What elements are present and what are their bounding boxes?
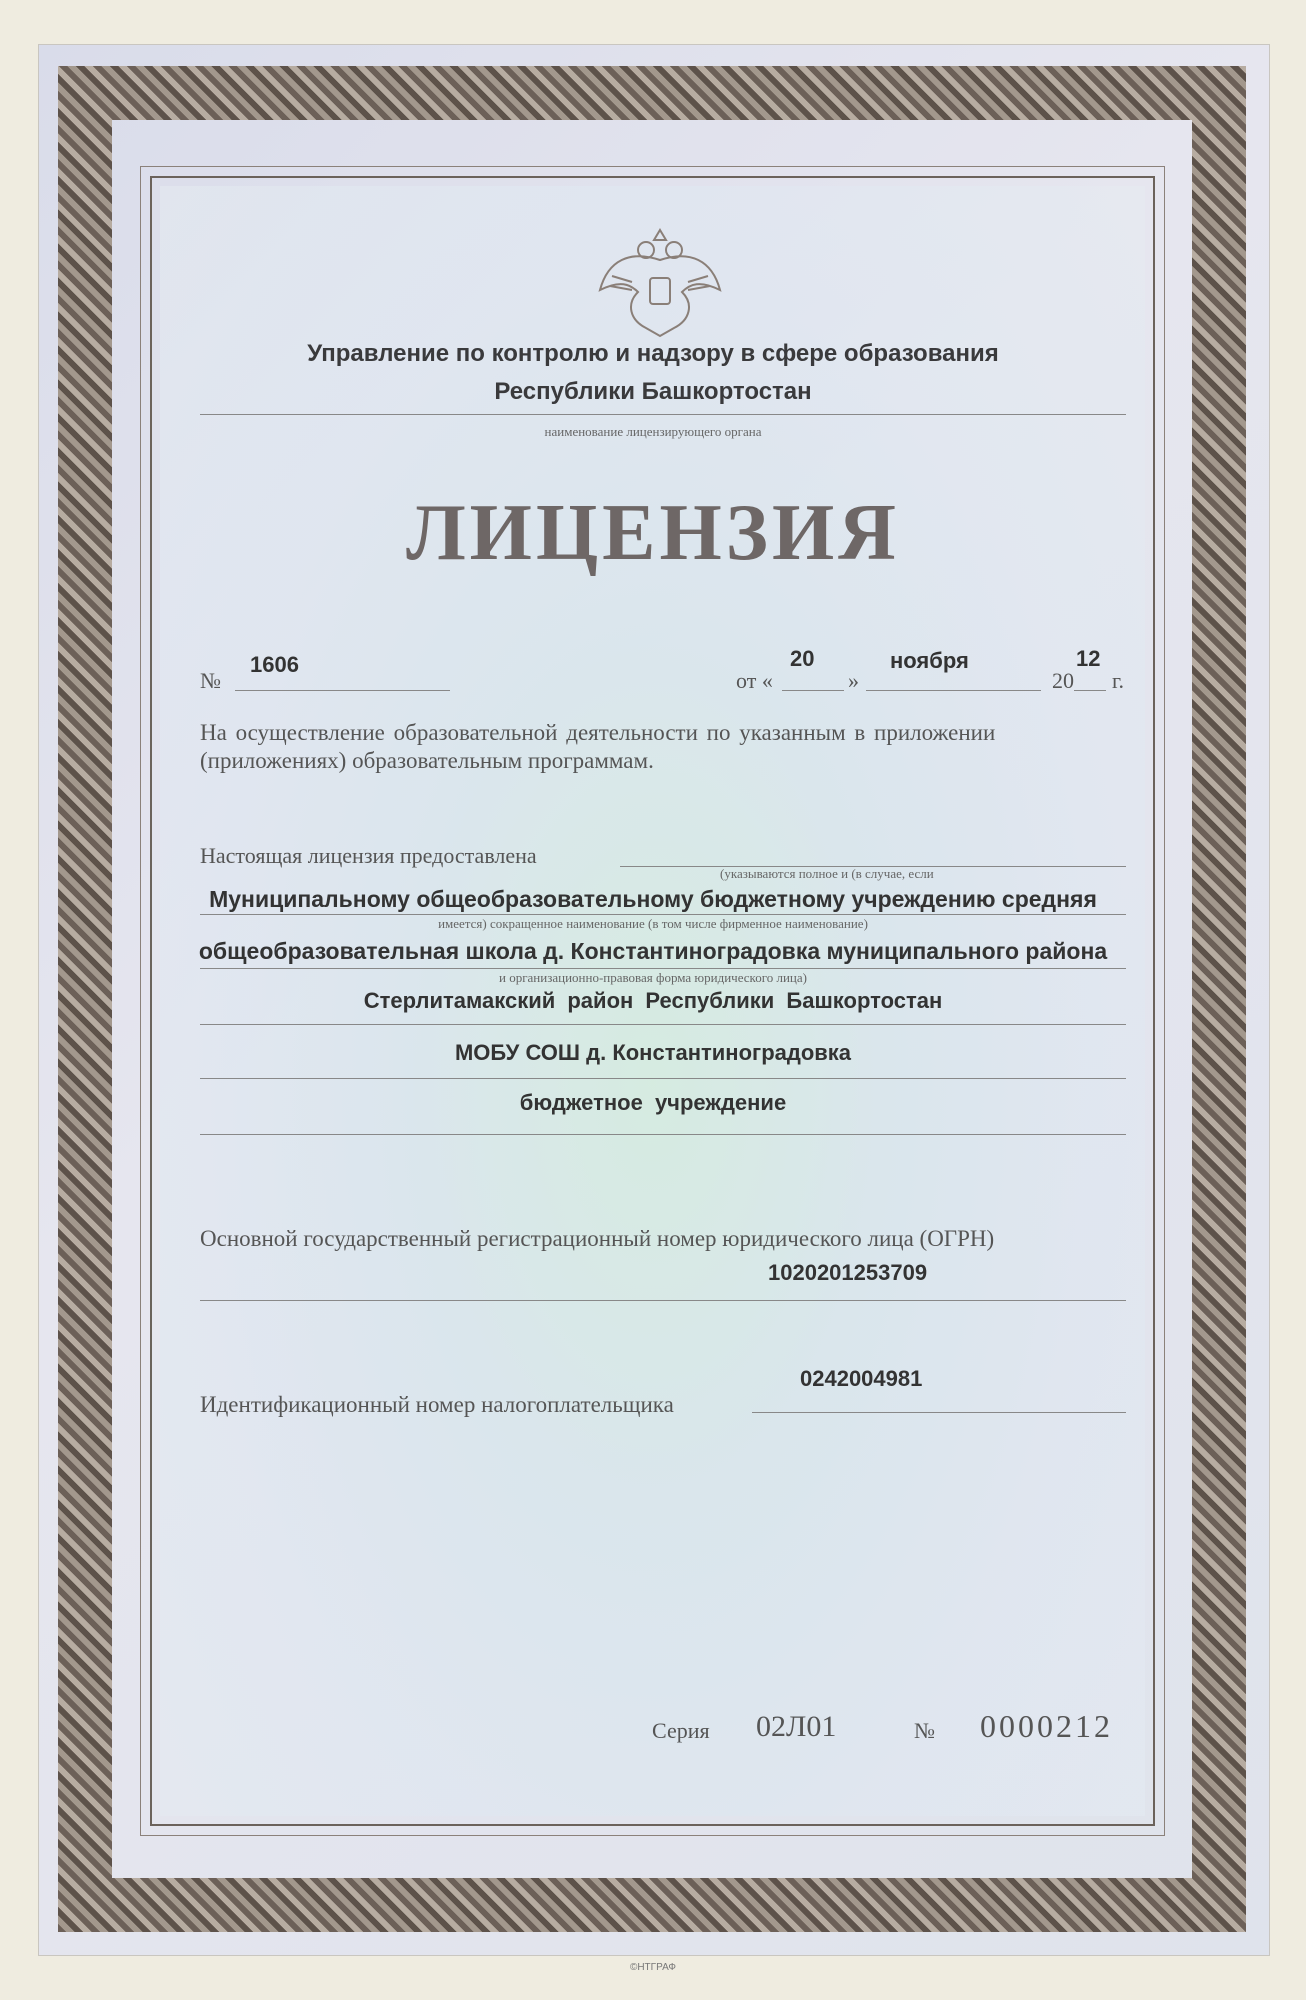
month-underline: [866, 690, 1041, 691]
series-label: Серия: [652, 1718, 710, 1743]
document-title: ЛИЦЕНЗИЯ: [406, 489, 900, 577]
date-from-label: от «: [736, 668, 773, 693]
ogrn-label: Основной государственный регистрационный номер юридического лица (ОГРН): [200, 1226, 995, 1251]
granted-caption-3: и организационно-правовая форма юридического лица): [499, 970, 807, 985]
date-month: ноября: [890, 648, 969, 673]
number-sign: №: [200, 668, 221, 693]
org-line-3-underline: [200, 1024, 1126, 1025]
authority-underline: [200, 414, 1126, 415]
org-line-4-underline: [200, 1078, 1126, 1079]
authority-line-1: Управление по контролю и надзору в сфере образования: [307, 340, 999, 367]
date-day: 20: [790, 646, 815, 671]
series-value: 02Л01: [756, 1710, 837, 1743]
number-underline: [235, 690, 450, 691]
organization-name-line-2: общеобразовательная школа д. Константиноградовка муниципального района: [198, 938, 1108, 964]
date-year-suffix: г.: [1112, 668, 1125, 693]
authority-line-2: Республики Башкортостан: [494, 378, 812, 405]
series-number: 0000212: [980, 1708, 1113, 1744]
date-day-close: »: [848, 668, 859, 693]
series-number-sign: №: [914, 1718, 935, 1743]
purpose-line-1: На осуществление образовательной деятельности по указанным в приложении: [200, 720, 996, 745]
organization-short-name: МОБУ СОШ д. Константиноградовка: [454, 1040, 852, 1065]
inn-label: Идентификационный номер налогоплательщика: [200, 1392, 674, 1417]
org-line-1-underline: [200, 914, 1126, 915]
date-year: 12: [1076, 646, 1101, 671]
printer-mark: ©НТГРАФ: [629, 1962, 677, 1973]
day-underline: [782, 690, 844, 691]
org-line-5-underline: [200, 1134, 1126, 1135]
purpose-line-2: (приложениях) образовательным программам.: [200, 748, 654, 773]
organization-legal-form: бюджетное учреждение: [519, 1090, 787, 1115]
coat-of-arms-icon: [590, 220, 730, 340]
organization-name-line-1: Муниципальному общеобразовательному бюджетному учреждению средняя: [209, 886, 1097, 912]
ogrn-underline: [200, 1300, 1126, 1301]
inn-value: 0242004981: [800, 1366, 923, 1391]
granted-caption-2: имеется) сокращенное наименование (в том числе фирменное наименование): [438, 916, 868, 931]
license-number: 1606: [250, 652, 299, 677]
ogrn-value: 1020201253709: [768, 1260, 928, 1285]
date-year-prefix: 20: [1052, 668, 1074, 693]
authority-caption: наименование лицензирующего органа: [544, 424, 762, 439]
granted-caption-1: (указываются полное и (в случае, если: [720, 866, 934, 881]
organization-name-line-3: Стерлитамакский район Республики Башкортостан: [363, 988, 943, 1013]
inn-underline: [752, 1412, 1126, 1413]
year-underline: [1074, 690, 1106, 691]
org-line-2-underline: [200, 968, 1126, 969]
granted-to-label: Настоящая лицензия предоставлена: [200, 843, 537, 868]
